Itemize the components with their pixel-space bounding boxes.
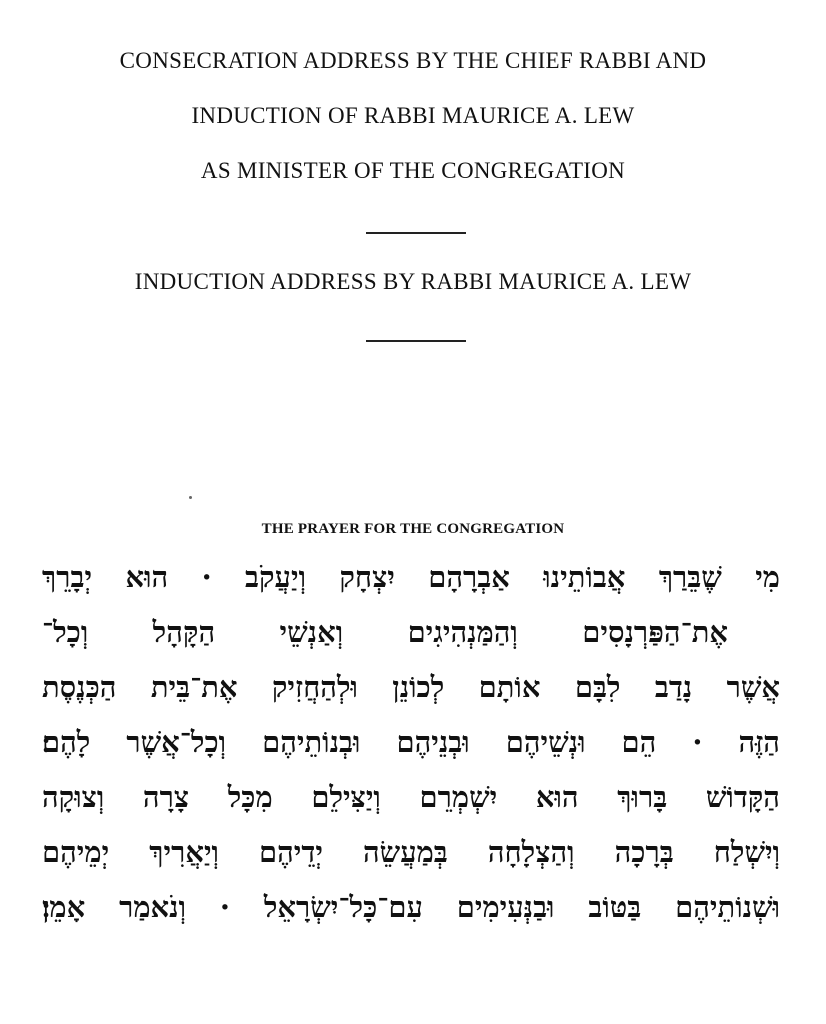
prayer-title: THE PRAYER FOR THE CONGREGATION: [261, 521, 565, 537]
divider-rule: [366, 340, 466, 342]
prayer-line: מִי שֶׁבֵּרַךְ אֲבוֹתֵינוּ אַבְרָהָם יִצְחָק וְיַעֲקֹב · הוּא יְבָרֵךְ: [42, 560, 780, 594]
prayer-line: הַזֶּה · הֵם וּנְשֵׁיהֶם וּבְנֵיהֶם וּבְנוֹתֵיהֶם וְכָל־אֲשֶׁר לָהֶם׃: [42, 725, 780, 759]
hebrew-prayer-text: [42, 550, 780, 935]
divider-rule: [366, 232, 466, 234]
heading-line-2: INDUCTION OF RABBI MAURICE A. LEW: [191, 103, 635, 128]
prayer-line: הַקָּדוֹשׁ בָּרוּךְ הוּא יִשְׁמְרֵם וְיַצִּילֵם מִכָּל צָרָה וְצוּקָה: [42, 780, 780, 814]
prayer-line: וְיִשְׁלַח בְּרָכָה וְהַצְלָחָה בְּמַעֲשֵׂה יְדֵיהֶם וְיַאֲרִיךְ יְמֵיהֶם: [42, 835, 780, 869]
prayer-line: וּשְׁנוֹתֵיהֶם בַּטּוֹב וּבַנְּעִימִים עִם־כָּל־יִשְׂרָאֵל · וְנֹאמַר אָמֵן׃: [42, 890, 780, 924]
prayer-line: אֶת־הַפַּרְנָסִים וְהַמַּנְהִיגִים וְאַנְשֵׁי הַקָּהָל וְכָל־: [42, 615, 728, 649]
heading-line-1: CONSECRATION ADDRESS BY THE CHIEF RABBI AND: [119, 48, 707, 73]
induction-heading: INDUCTION ADDRESS BY RABBI MAURICE A. LEW: [134, 269, 692, 294]
speck: [189, 496, 192, 499]
heading-line-3: AS MINISTER OF THE CONGREGATION: [200, 158, 626, 183]
prayer-line: אֲשֶׁר נָדַב לִבָּם אוֹתָם לְכוֹנֵן וּלְהַחֲזִיק אֶת־בֵּית הַכְּנֶסֶת: [42, 670, 780, 704]
